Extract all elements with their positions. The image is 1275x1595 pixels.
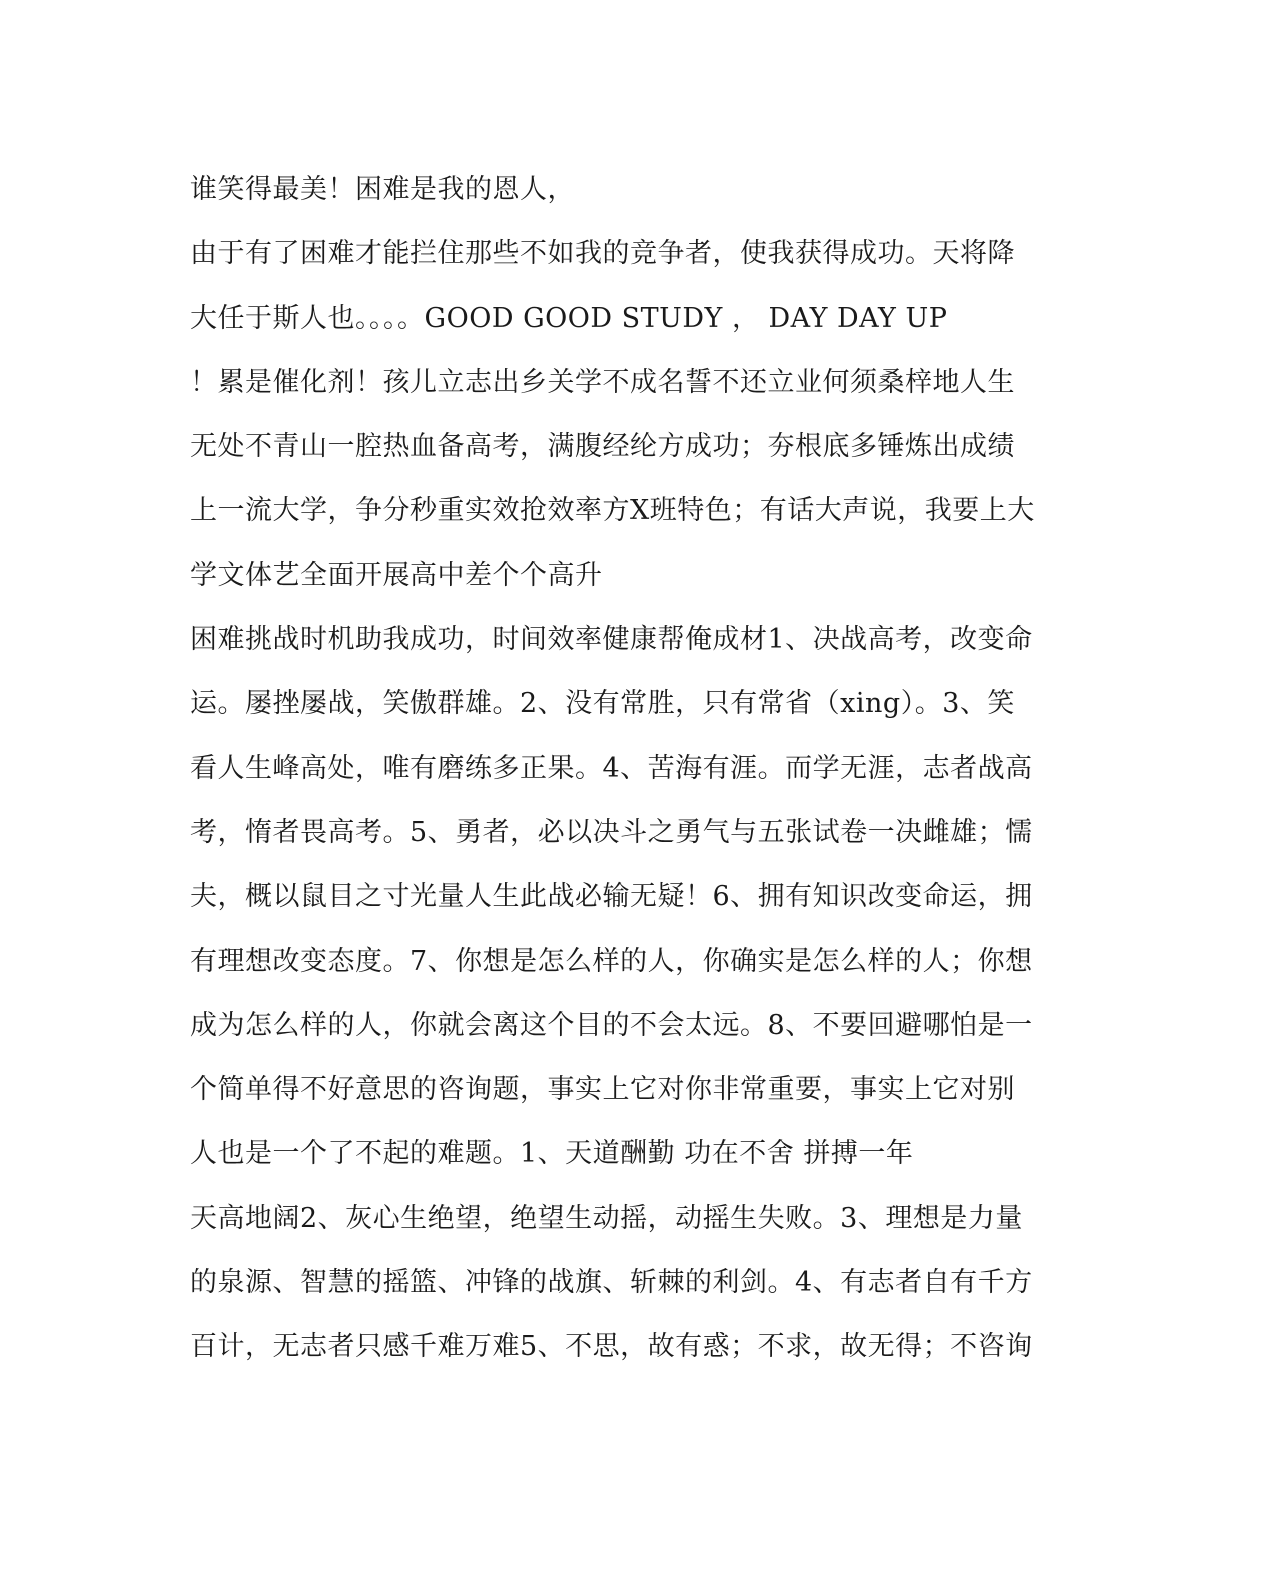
text-line: 考，惰者畏高考。5、勇者，必以决斗之勇气与五张试卷一决雌雄；懦 — [190, 816, 1033, 848]
text-line: 天高地阔2、灰心生绝望，绝望生动摇，动摇生失败。3、理想是力量 — [190, 1202, 1023, 1234]
text-line: 困难挑战时机助我成功，时间效率健康帮俺成材1、决战高考，改变命 — [190, 624, 1033, 656]
text-line: 运。屡挫屡战，笑傲群雄。2、没有常胜，只有常省（xing）。3、笑 — [190, 688, 1015, 720]
text-line: 夫，概以鼠目之寸光量人生此战必输无疑！6、拥有知识改变命运，拥 — [190, 881, 1033, 913]
text-line: 的泉源、智慧的摇篮、冲锋的战旗、斩棘的利剑。4、有志者自有千方 — [190, 1267, 1033, 1299]
text-line: 看人生峰高处，唯有磨练多正果。4、苦海有涯。而学无涯，志者战高 — [190, 752, 1033, 784]
text-line: 无处不青山一腔热血备高考，满腹经纶方成功；夯根底多锤炼出成绩 — [190, 431, 1015, 463]
text-line: 成为怎么样的人，你就会离这个目的不会太远。8、不要回避哪怕是一 — [190, 1009, 1033, 1041]
text-line: 谁笑得最美！困难是我的恩人， — [190, 174, 575, 205]
text-line: 有理想改变态度。7、你想是怎么样的人，你确实是怎么样的人；你想 — [190, 945, 1033, 977]
text-line: 百计，无志者只感千难万难5、不思，故有惑；不求，故无得；不咨询 — [190, 1331, 1033, 1363]
text-line: 个简单得不好意思的咨询题，事实上它对你非常重要，事实上它对别 — [190, 1074, 1015, 1106]
body-text — [190, 158, 1090, 1380]
text-line: 上一流大学，争分秒重实效抢效率方X班特色；有话大声说，我要上大 — [190, 495, 1035, 527]
text-line: 人也是一个了不起的难题。1、天道酬勤 功在不舍 拼搏一年 — [190, 1138, 914, 1170]
text-line: ！累是催化剂！孩儿立志出乡关学不成名誓不还立业何须桑梓地人生 — [190, 366, 1015, 398]
text-line: 由于有了困难才能拦住那些不如我的竞争者，使我获得成功。天将降 — [190, 238, 1015, 270]
text-line: 大任于斯人也。。。。GOOD GOOD STUDY ， DAY DAY UP — [190, 302, 948, 334]
text-line: 学文体艺全面开展高中差个个高升 — [190, 559, 603, 591]
